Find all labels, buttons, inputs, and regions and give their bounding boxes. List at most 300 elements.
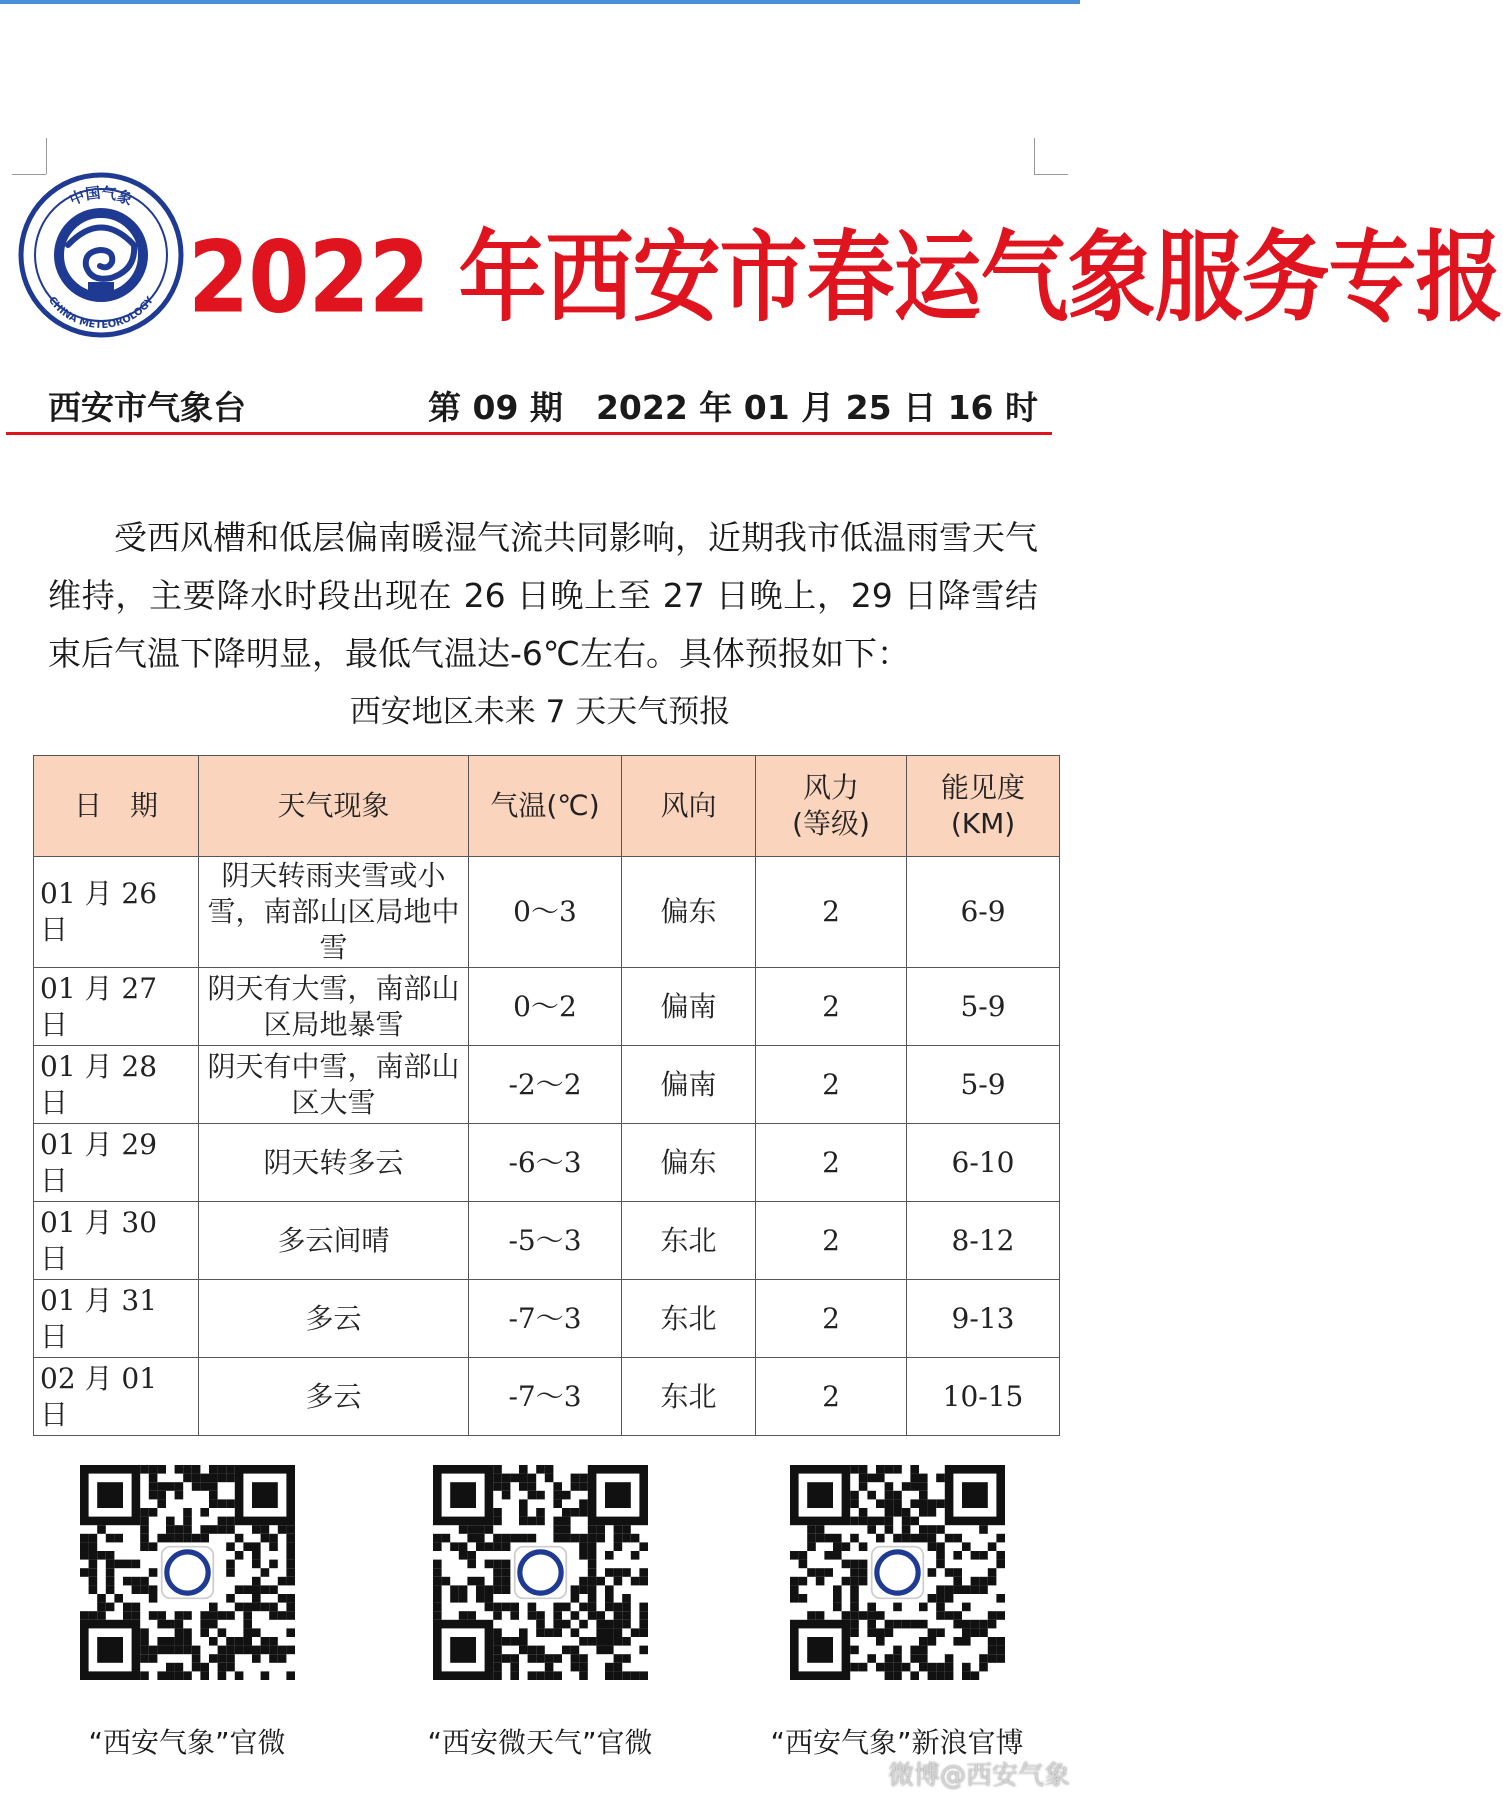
qr-module <box>928 1508 937 1517</box>
qr-module <box>175 1534 184 1543</box>
qr-module <box>850 1517 859 1526</box>
qr-module <box>605 1603 614 1612</box>
qr-module <box>988 1611 997 1620</box>
qr-module <box>149 1474 158 1483</box>
qr-module <box>149 1508 158 1517</box>
qr-module <box>149 1542 158 1551</box>
qr-module <box>885 1654 894 1663</box>
qr-module <box>962 1671 971 1680</box>
qr-module <box>140 1525 149 1534</box>
qr-module <box>953 1637 962 1646</box>
qr-module <box>979 1577 988 1586</box>
qr-module <box>571 1585 580 1594</box>
qr-module <box>502 1560 511 1569</box>
qr-module <box>614 1542 623 1551</box>
cell-weather: 多云间晴 <box>199 1202 469 1280</box>
qr-module <box>859 1508 868 1517</box>
qr-module <box>106 1534 115 1543</box>
qr-module <box>885 1465 894 1474</box>
qr-module <box>132 1585 141 1594</box>
qr-module <box>166 1663 175 1672</box>
qr-module <box>876 1499 885 1508</box>
qr-module <box>467 1534 476 1543</box>
qr-module <box>988 1568 997 1577</box>
cell-temp: -2～2 <box>469 1046 622 1124</box>
qr-module <box>639 1542 648 1551</box>
qr-module <box>579 1585 588 1594</box>
top-accent-rule <box>0 0 1080 4</box>
qr-module <box>140 1637 149 1646</box>
qr-module <box>936 1474 945 1483</box>
cell-wind-dir: 东北 <box>622 1280 756 1358</box>
qr-module <box>614 1628 623 1637</box>
qr-module <box>622 1654 631 1663</box>
qr-module <box>485 1560 494 1569</box>
qr-module <box>175 1663 184 1672</box>
qr-module <box>614 1654 623 1663</box>
cell-wind-dir: 东北 <box>622 1358 756 1436</box>
header-visibility: 能见度 (KM) <box>907 756 1060 857</box>
qr-module <box>988 1542 997 1551</box>
qr-module <box>209 1620 218 1629</box>
qr-module <box>519 1499 528 1508</box>
qr-module <box>936 1499 945 1508</box>
qr-module <box>536 1628 545 1637</box>
qr-module <box>639 1620 648 1629</box>
qr-module <box>226 1499 235 1508</box>
qr-module <box>183 1671 192 1680</box>
qr-module <box>476 1542 485 1551</box>
qr-module <box>996 1611 1005 1620</box>
cell-wind-force: 2 <box>756 1124 907 1202</box>
qr-module <box>596 1646 605 1655</box>
qr-module <box>885 1499 894 1508</box>
qr-module <box>226 1517 235 1526</box>
qr-module <box>485 1525 494 1534</box>
qr-module <box>278 1611 287 1620</box>
qr-module <box>80 1542 89 1551</box>
qr-module <box>571 1508 580 1517</box>
qr-module <box>622 1671 631 1680</box>
qr-module <box>269 1637 278 1646</box>
qr-module <box>596 1534 605 1543</box>
qr-module <box>579 1542 588 1551</box>
qr-module <box>226 1646 235 1655</box>
organization: 西安市气象台 <box>48 388 246 427</box>
qr-module <box>622 1637 631 1646</box>
qr-module <box>579 1603 588 1612</box>
qr-module <box>579 1474 588 1483</box>
qr-module <box>510 1637 519 1646</box>
qr-module <box>850 1577 859 1586</box>
qr-module <box>816 1577 825 1586</box>
qr-module <box>953 1568 962 1577</box>
qr-module <box>996 1560 1005 1569</box>
cell-date: 01 月 28 日 <box>34 1046 199 1124</box>
qr-module <box>919 1663 928 1672</box>
qr-module <box>235 1551 244 1560</box>
qr-module <box>953 1577 962 1586</box>
qr-module <box>278 1525 287 1534</box>
qr-module <box>218 1611 227 1620</box>
qr-module <box>936 1663 945 1672</box>
qr-module <box>850 1465 859 1474</box>
qr-module <box>433 1568 442 1577</box>
qr-module <box>200 1611 209 1620</box>
qr-module <box>200 1671 209 1680</box>
qr-module <box>226 1611 235 1620</box>
qr-module <box>183 1628 192 1637</box>
qr-module <box>226 1560 235 1569</box>
cell-visibility: 8-12 <box>907 1202 1060 1280</box>
qr-module <box>528 1603 537 1612</box>
qr-module <box>833 1594 842 1603</box>
qr-module <box>200 1525 209 1534</box>
qr-module <box>140 1671 149 1680</box>
qr-module <box>833 1585 842 1594</box>
qr-module <box>622 1594 631 1603</box>
qr-module <box>459 1551 468 1560</box>
qr-module <box>243 1542 252 1551</box>
qr-module <box>218 1474 227 1483</box>
qr-module <box>433 1603 442 1612</box>
qr-module <box>467 1577 476 1586</box>
qr-module <box>971 1577 980 1586</box>
qr-module <box>536 1491 545 1500</box>
qr-module <box>149 1646 158 1655</box>
cell-date: 01 月 30 日 <box>34 1202 199 1280</box>
qr-module <box>945 1594 954 1603</box>
qr-module <box>149 1482 158 1491</box>
qr-module <box>450 1542 459 1551</box>
qr-module <box>510 1534 519 1543</box>
qr-module <box>545 1628 554 1637</box>
qr-module <box>493 1577 502 1586</box>
qr-code-weibo-xian-qixiang[interactable] <box>790 1465 1005 1680</box>
qr-module <box>235 1637 244 1646</box>
qr-module <box>893 1465 902 1474</box>
qr-module <box>579 1508 588 1517</box>
cell-weather: 阴天有大雪，南部山区局地暴雪 <box>199 968 469 1046</box>
qr-finder-pattern <box>97 1637 123 1663</box>
qr-module <box>80 1534 89 1543</box>
qr-module <box>893 1663 902 1672</box>
qr-label-2: “西安微天气”官微 <box>427 1726 653 1759</box>
qr-module <box>816 1525 825 1534</box>
qr-module <box>89 1551 98 1560</box>
qr-module <box>286 1646 295 1655</box>
qr-module <box>140 1577 149 1586</box>
qr-module <box>842 1611 851 1620</box>
qr-module <box>476 1525 485 1534</box>
qr-module <box>157 1499 166 1508</box>
qr-module <box>433 1585 442 1594</box>
qr-module <box>502 1585 511 1594</box>
qr-module <box>467 1611 476 1620</box>
table-title: 西安地区未来 7 天天气预报 <box>349 694 731 730</box>
qr-module <box>209 1611 218 1620</box>
qr-module <box>442 1534 451 1543</box>
qr-module <box>519 1534 528 1543</box>
qr-module <box>243 1611 252 1620</box>
qr-module <box>192 1654 201 1663</box>
qr-module <box>243 1585 252 1594</box>
qr-module <box>953 1551 962 1560</box>
cell-wind-dir: 偏南 <box>622 1046 756 1124</box>
qr-module <box>614 1637 623 1646</box>
qr-finder-pattern <box>97 1482 123 1508</box>
qr-module <box>200 1663 209 1672</box>
qr-module <box>850 1646 859 1655</box>
qr-module <box>928 1671 937 1680</box>
qr-module <box>261 1603 270 1612</box>
qr-module <box>553 1525 562 1534</box>
qr-label-3: “西安气象”新浪官博 <box>770 1726 1024 1759</box>
qr-module <box>286 1594 295 1603</box>
qr-module <box>579 1482 588 1491</box>
qr-module <box>910 1620 919 1629</box>
qr-module <box>175 1491 184 1500</box>
qr-module <box>910 1517 919 1526</box>
qr-module <box>140 1508 149 1517</box>
qr-module <box>962 1628 971 1637</box>
qr-module <box>979 1525 988 1534</box>
qr-module <box>519 1517 528 1526</box>
weibo-watermark: 微博@西安气象 <box>887 1761 1070 1791</box>
qr-module <box>850 1499 859 1508</box>
qr-module <box>919 1525 928 1534</box>
qr-module <box>149 1568 158 1577</box>
qr-module <box>562 1620 571 1629</box>
qr-module <box>936 1671 945 1680</box>
qr-module <box>261 1637 270 1646</box>
qr-module <box>639 1577 648 1586</box>
qr-module <box>945 1654 954 1663</box>
qr-module <box>936 1603 945 1612</box>
qr-module <box>919 1637 928 1646</box>
qr-module <box>919 1482 928 1491</box>
qr-module <box>175 1671 184 1680</box>
qr-module <box>902 1482 911 1491</box>
qr-module <box>850 1560 859 1569</box>
cell-temp: -7～3 <box>469 1280 622 1358</box>
qr-module <box>493 1646 502 1655</box>
qr-module <box>850 1611 859 1620</box>
qr-module <box>614 1525 623 1534</box>
qr-module <box>824 1568 833 1577</box>
qr-module <box>893 1620 902 1629</box>
qr-module <box>269 1654 278 1663</box>
qr-module <box>790 1551 799 1560</box>
qr-module <box>149 1611 158 1620</box>
qr-module <box>859 1482 868 1491</box>
qr-module <box>485 1594 494 1603</box>
qr-module <box>605 1646 614 1655</box>
qr-module <box>971 1628 980 1637</box>
qr-module <box>510 1474 519 1483</box>
qr-module <box>175 1482 184 1491</box>
qr-module <box>183 1517 192 1526</box>
qr-module <box>192 1482 201 1491</box>
qr-module <box>893 1671 902 1680</box>
qr-module <box>614 1534 623 1543</box>
qr-module <box>885 1671 894 1680</box>
qr-module <box>605 1671 614 1680</box>
qr-module <box>183 1534 192 1543</box>
qr-module <box>442 1577 451 1586</box>
qr-module <box>536 1654 545 1663</box>
qr-module <box>175 1620 184 1629</box>
qr-module <box>867 1517 876 1526</box>
qr-module <box>945 1568 954 1577</box>
qr-module <box>433 1577 442 1586</box>
qr-module <box>596 1611 605 1620</box>
qr-module <box>286 1611 295 1620</box>
qr-module <box>510 1611 519 1620</box>
qr-module <box>502 1482 511 1491</box>
qr-module <box>183 1525 192 1534</box>
qr-module <box>132 1611 141 1620</box>
qr-module <box>192 1646 201 1655</box>
qr-module <box>553 1603 562 1612</box>
qr-module <box>614 1603 623 1612</box>
qr-module <box>614 1671 623 1680</box>
qr-module <box>175 1646 184 1655</box>
qr-module <box>945 1663 954 1672</box>
qr-module <box>157 1534 166 1543</box>
qr-module <box>807 1525 816 1534</box>
qr-module <box>571 1628 580 1637</box>
qr-module <box>850 1628 859 1637</box>
qr-module <box>528 1611 537 1620</box>
qr-module <box>996 1534 1005 1543</box>
qr-module <box>928 1525 937 1534</box>
cell-wind-force: 2 <box>756 1046 907 1124</box>
qr-module <box>979 1654 988 1663</box>
qr-module <box>209 1491 218 1500</box>
qr-module <box>807 1611 816 1620</box>
qr-module <box>493 1568 502 1577</box>
qr-module <box>605 1637 614 1646</box>
qr-code-wechat-xian-wei-tianqi[interactable] <box>433 1465 648 1680</box>
qr-module <box>192 1465 201 1474</box>
qr-module <box>467 1551 476 1560</box>
qr-module <box>226 1663 235 1672</box>
cell-wind-dir: 东北 <box>622 1202 756 1280</box>
qr-module <box>936 1628 945 1637</box>
qr-module <box>545 1671 554 1680</box>
qr-module <box>605 1551 614 1560</box>
qr-module <box>596 1577 605 1586</box>
qr-module <box>200 1628 209 1637</box>
qr-module <box>919 1474 928 1483</box>
qr-module <box>588 1568 597 1577</box>
qr-module <box>562 1517 571 1526</box>
qr-module <box>485 1542 494 1551</box>
qr-module <box>493 1671 502 1680</box>
qr-module <box>859 1560 868 1569</box>
qr-module <box>209 1482 218 1491</box>
qr-module <box>588 1577 597 1586</box>
qr-module <box>614 1568 623 1577</box>
qr-module <box>140 1542 149 1551</box>
qr-module <box>885 1628 894 1637</box>
qr-module <box>988 1646 997 1655</box>
qr-module <box>579 1663 588 1672</box>
table-row <box>34 1202 1060 1280</box>
qr-module <box>885 1508 894 1517</box>
qr-code-wechat-xian-qixiang[interactable] <box>80 1465 295 1680</box>
qr-module <box>149 1491 158 1500</box>
qr-module <box>885 1517 894 1526</box>
qr-module <box>807 1542 816 1551</box>
qr-module <box>476 1585 485 1594</box>
qr-module <box>885 1482 894 1491</box>
qr-module <box>519 1474 528 1483</box>
qr-module <box>218 1499 227 1508</box>
cell-date: 01 月 27 日 <box>34 968 199 1046</box>
qr-module <box>502 1654 511 1663</box>
qr-finder-pattern <box>962 1482 988 1508</box>
qr-finder-pattern <box>450 1637 476 1663</box>
table-row <box>34 1358 1060 1436</box>
qr-module <box>971 1620 980 1629</box>
issue-datetime: 2022 年 01 月 25 日 16 时 <box>595 388 1038 427</box>
qr-module <box>536 1646 545 1655</box>
qr-module <box>876 1517 885 1526</box>
qr-module <box>910 1671 919 1680</box>
qr-module <box>502 1577 511 1586</box>
qr-module <box>132 1577 141 1586</box>
qr-module <box>89 1560 98 1569</box>
qr-module <box>476 1577 485 1586</box>
qr-module <box>816 1611 825 1620</box>
qr-module <box>536 1620 545 1629</box>
qr-module <box>114 1594 123 1603</box>
cell-visibility: 9-13 <box>907 1280 1060 1358</box>
qr-module <box>166 1671 175 1680</box>
qr-module <box>235 1671 244 1680</box>
qr-module <box>962 1620 971 1629</box>
cell-temp: -5～3 <box>469 1202 622 1280</box>
qr-module <box>859 1568 868 1577</box>
qr-module <box>953 1620 962 1629</box>
qr-module <box>166 1525 175 1534</box>
header-temp: 气温(℃) <box>469 756 622 857</box>
qr-module <box>859 1465 868 1474</box>
qr-module <box>850 1603 859 1612</box>
qr-module <box>485 1585 494 1594</box>
qr-module <box>579 1534 588 1543</box>
qr-module <box>209 1474 218 1483</box>
qr-module <box>123 1611 132 1620</box>
qr-module <box>553 1671 562 1680</box>
qr-module <box>622 1525 631 1534</box>
qr-module <box>261 1646 270 1655</box>
qr-module <box>919 1603 928 1612</box>
qr-module <box>885 1620 894 1629</box>
qr-module <box>962 1637 971 1646</box>
qr-module <box>269 1603 278 1612</box>
qr-module <box>850 1594 859 1603</box>
qr-module <box>502 1603 511 1612</box>
qr-module <box>218 1525 227 1534</box>
qr-module <box>226 1654 235 1663</box>
qr-module <box>945 1534 954 1543</box>
qr-module <box>953 1534 962 1543</box>
qr-module <box>89 1585 98 1594</box>
qr-module <box>867 1628 876 1637</box>
